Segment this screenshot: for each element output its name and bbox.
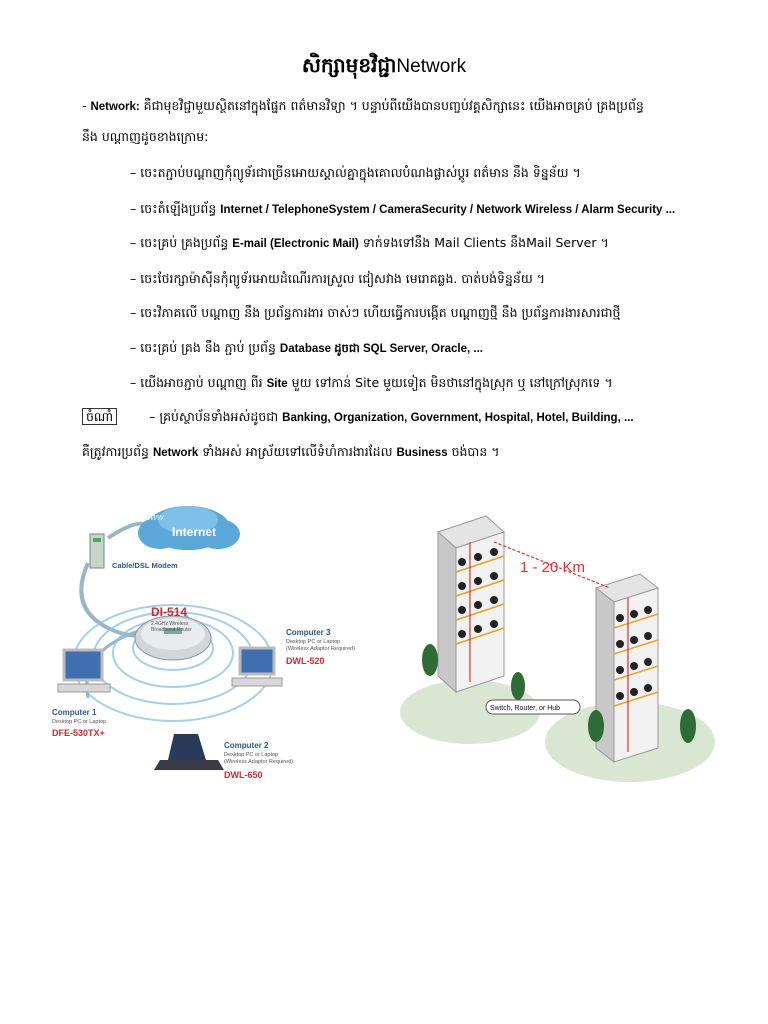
list-item [130, 234, 609, 253]
computer-1-desc: Desktop PC or Laptop [52, 719, 107, 725]
computer-3-desc-2: (Wireless Adaptor Required) [286, 646, 356, 652]
item-text: – ចេះតភ្ជាប់បណ្តាញកុំព្យូទ័រជាច្រើនអោយស្គាល់គ្នាក្នុងគោលបំណងផ្លាស់ប្តូរ ពត៌មាន នឹង ទិន្នន័យ ។ [130, 165, 581, 180]
modem-icon [90, 534, 104, 568]
title-khmer: សិក្សាមុខវិជ្ជា [301, 53, 397, 77]
item-english: E-mail (Electronic Mail) [232, 238, 359, 250]
title-english: Network [396, 56, 467, 77]
item-english: Internet / TelephoneSystem / CameraSecurity / Network Wireless / Alarm Security ... [220, 204, 676, 216]
item-english: Site [266, 378, 288, 390]
computer-3-icon [232, 648, 282, 686]
wireless-network-diagram [48, 498, 378, 788]
computer-1-model: DFE-530TX+ [52, 728, 105, 738]
item-text: – ចេះថែរក្សាម៉ាស៊ីនកុំព្យូទ័រអោយដំណើរការស្រួល ជៀសវាង មេរោគឆ្លង. បាត់បង់ទិន្នន័យ ។ [130, 271, 545, 286]
closing-text-3: ចង់បាន ។ [447, 444, 500, 459]
item-text: – យើងអាចភ្ជាប់ បណ្តាញ ពីរ [130, 375, 267, 390]
router-model: DI-514 [151, 605, 188, 619]
closing-english-2: Business [396, 447, 448, 459]
item-text: – ចេះគ្រប់ គ្រង នឹង ភ្ជាប់ ប្រព័ន្ធ [130, 340, 280, 355]
list-item [130, 164, 581, 182]
intro-text-1: គឺជាមុខវិជ្ជាមួយស្ថិតនៅក្នុងផ្នែក ពត៌មានវិទ្យា ។ បន្ទាប់ពីយើងបានបញ្ចប់វគ្គសិក្សានេះ យើងអាចគ្រប់ គ្រងប្រព័ន្ធ [139, 98, 644, 113]
item-text: – ចេះគ្រប់ គ្រងប្រព័ន្ធ [130, 235, 233, 250]
intro-line-2: នឹង បណ្តាញដូចខាងក្រោម: [82, 129, 209, 144]
list-item [130, 339, 483, 358]
closing-text-2: ទាំងអស់ អាស្រ័យទៅលើទំហំការងារដែល [198, 444, 397, 459]
intro-dash: - [82, 98, 91, 113]
note-line [82, 408, 634, 427]
list-item [130, 200, 675, 219]
note-text: – គ្រប់ស្ថាប័នទាំងអស់ដូចជា [149, 409, 283, 424]
computer-1-title: Computer 1 [52, 708, 97, 717]
item-text: – ចេះវិភាគលើ បណ្តាញ នឹង ប្រព័ន្ធការងារ ចាស់ៗ ហើយធ្វើការបង្កើត បណ្តាញថ្មី នឹង ប្រព័ន្ធការងារសារជាថ្មី [130, 305, 621, 320]
computer-3-desc-1: Desktop PC or Laptop [286, 639, 341, 645]
computer-2-desc-2: (Wireless Adaptor Required) [224, 759, 294, 765]
intro-term: Network: [90, 101, 140, 113]
distance-label: 1 - 20 Km [520, 559, 586, 576]
list-item [130, 270, 545, 288]
page-title [0, 52, 768, 82]
modem-label: Cable/DSL Modem [112, 561, 178, 570]
internet-label: Internet [172, 525, 217, 539]
building-link-diagram [400, 512, 718, 796]
list-item [130, 374, 613, 393]
computer-3-model: DWL-520 [286, 656, 325, 666]
computer-2-desc-1: Desktop PC or Laptop [224, 752, 279, 758]
computer-2-title: Computer 2 [224, 741, 269, 750]
note-english: Banking, Organization, Government, Hospital, Hotel, Building, ... [282, 412, 634, 424]
closing-english-1: Network [152, 447, 199, 459]
computer-1-icon [58, 650, 110, 692]
item-english: Database ដូចជា SQL Server, Oracle, ... [279, 343, 483, 355]
router-desc-2: Broadband Router [151, 627, 192, 633]
closing-text-1: គឺត្រូវការប្រព័ន្ធ [82, 444, 153, 459]
computer-2-model: DWL-650 [224, 770, 263, 780]
item-text: – ចេះតំឡើងប្រព័ន្ធ [130, 201, 221, 216]
item-text-2: ទាក់ទងទៅនឹង Mail Clients នឹងMail Server ។ [358, 235, 609, 250]
intro-line-1 [82, 97, 644, 116]
item-text-2: មួយ ទៅកាន់ Site មួយទៀត មិនថានៅក្នុងស្រុក ឬ នៅក្រៅស្រុកទេ ។ [287, 375, 613, 390]
note-label: ចំណាំ [82, 408, 117, 425]
closing-line [82, 443, 500, 462]
building-2-icon [596, 574, 658, 762]
www-label: www [144, 512, 164, 522]
router-desc-1: 2.4GHz Wireless [151, 621, 189, 627]
list-item [130, 304, 620, 322]
hub-label: Switch, Router, or Hub [490, 705, 561, 712]
computer-3-title: Computer 3 [286, 628, 331, 637]
